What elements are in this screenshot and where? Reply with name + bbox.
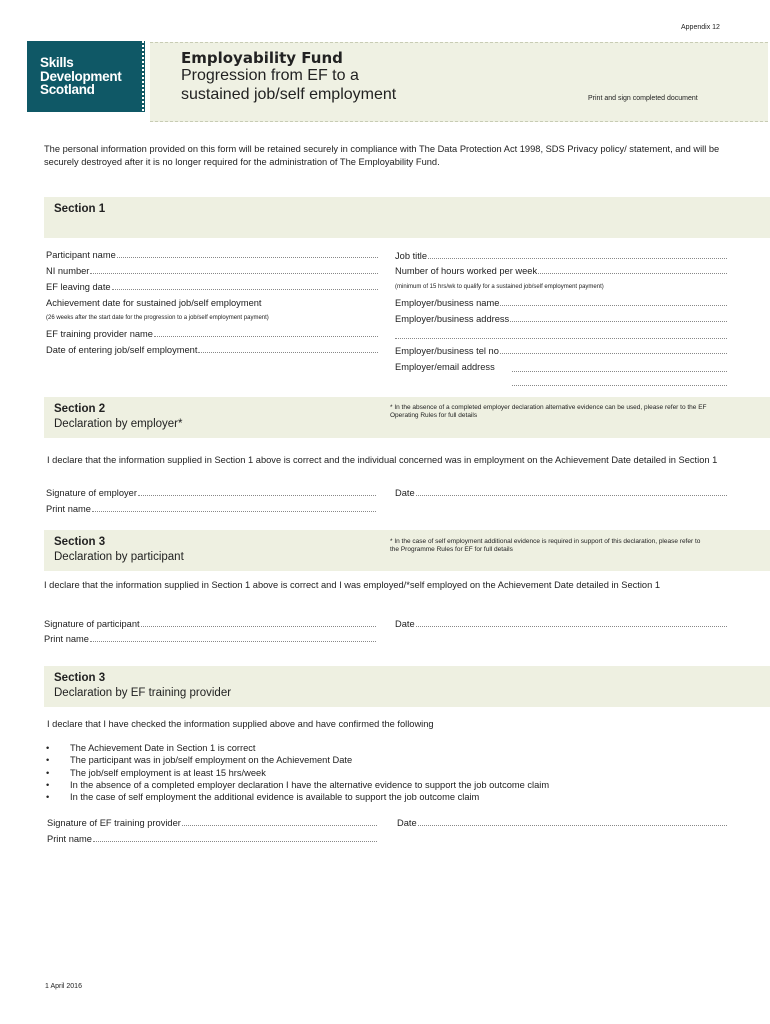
- participant-signature-line[interactable]: [141, 626, 376, 627]
- provider-date-line[interactable]: [418, 825, 727, 826]
- participant-date-line[interactable]: [416, 626, 727, 627]
- subtitle-line-1: Progression from EF to a: [181, 67, 359, 84]
- section2-title: Section 2: [54, 403, 106, 415]
- logo-edge-right: [142, 41, 144, 112]
- job-title-field[interactable]: [395, 251, 727, 261]
- ni-number-label: NI number: [46, 266, 90, 276]
- date-entering-field[interactable]: [46, 345, 378, 355]
- sds-logo: [27, 41, 145, 112]
- employer-name-field[interactable]: [395, 298, 727, 308]
- section3-note: * In the case of self employment additional evidence is required in support of this declaration, please refer to the Programme Rules for EF for full details: [390, 538, 701, 554]
- employer-email-line[interactable]: [512, 371, 727, 372]
- ef-leaving-date-label: EF leaving date: [46, 282, 111, 292]
- section2-subtitle: Declaration by employer*: [54, 418, 183, 430]
- employer-address-line-2[interactable]: [395, 338, 727, 339]
- employer-name-label: Employer/business name: [395, 298, 500, 308]
- section3-subtitle: Declaration by participant: [54, 551, 184, 563]
- employer-date-label: Date: [395, 488, 415, 498]
- provider-date-field[interactable]: [397, 818, 727, 828]
- employer-tel-field[interactable]: [395, 346, 727, 356]
- employer-tel-label: Employer/business tel no: [395, 346, 499, 356]
- ef-training-provider-label: EF training provider name: [46, 329, 153, 339]
- ef-leaving-date-line[interactable]: [112, 289, 378, 290]
- form-title: Employability Fund: [181, 49, 343, 67]
- logo-line-1: Skills: [40, 55, 74, 70]
- checklist-item: • The Achievement Date in Section 1 is correct: [46, 742, 746, 754]
- ef-leaving-date-field[interactable]: [46, 282, 378, 292]
- date-entering-label: Date of entering job/self employment: [46, 345, 198, 355]
- participant-name-line[interactable]: [117, 257, 378, 258]
- ni-number-line[interactable]: [90, 273, 378, 274]
- achievement-date-label: Achievement date for sustained job/self employment: [46, 298, 262, 308]
- checklist-item: • In the absence of a completed employer declaration I have the alternative evidence to support the job outcome claim: [46, 779, 746, 791]
- provider-date-label: Date: [397, 818, 417, 828]
- participant-print-name-label: Print name: [44, 634, 89, 644]
- hours-worked-note: (minimum of 15 hrs/wk to qualify for a sustained job/self employment payment): [395, 284, 604, 290]
- provider-checklist: [46, 742, 746, 803]
- footer-date: 1 April 2016: [45, 983, 82, 990]
- section2-note: * In the absence of a completed employer declaration alternative evidence can be used, please refer to the EF Operating Rules for full details: [390, 404, 707, 420]
- ni-number-field[interactable]: [46, 266, 378, 276]
- employer-address-line[interactable]: [510, 321, 727, 322]
- achievement-date-note: (26 weeks after the start date for the progression to a job/self employment payment): [46, 315, 269, 321]
- form-subtitle: [181, 66, 396, 104]
- provider-signature-field[interactable]: [47, 818, 377, 828]
- employer-date-field[interactable]: [395, 488, 727, 498]
- employer-date-line[interactable]: [416, 495, 727, 496]
- print-note: Print and sign completed document: [588, 95, 698, 102]
- section4-subtitle: Declaration by EF training provider: [54, 687, 232, 699]
- subtitle-line-2: sustained job/self employment: [181, 86, 397, 103]
- employer-address-label: Employer/business address: [395, 314, 510, 324]
- employer-declaration: I declare that the information supplied in Section 1 above is correct and the individual concerned was in employment on the Achievement Date detailed in Section 1: [47, 455, 718, 465]
- participant-signature-field[interactable]: [44, 619, 376, 629]
- provider-signature-line[interactable]: [182, 825, 377, 826]
- date-entering-line[interactable]: [198, 352, 378, 353]
- provider-print-name-line[interactable]: [93, 841, 377, 842]
- job-title-line[interactable]: [428, 258, 727, 259]
- participant-print-name-field[interactable]: [44, 634, 376, 644]
- checklist-item: • The job/self employment is at least 15 hrs/week: [46, 767, 746, 779]
- logo-line-3: Scotland: [40, 82, 95, 97]
- employer-address-field[interactable]: [395, 314, 727, 324]
- section1-title: Section 1: [54, 203, 106, 215]
- checklist-item: • The participant was in job/self employment on the Achievement Date: [46, 754, 746, 766]
- employer-email-label: Employer/email address: [395, 362, 495, 372]
- appendix-label: Appendix 12: [681, 24, 720, 31]
- participant-print-name-line[interactable]: [90, 641, 376, 642]
- privacy-statement: The personal information provided on this form will be retained securely in compliance with The Data Protection Act 1998, SDS Privacy policy/ statement, and will be securely destroyed after it is no longer required for the administration of The Employability Fund.: [44, 144, 720, 167]
- employer-print-name-line[interactable]: [92, 511, 376, 512]
- employer-name-line[interactable]: [500, 305, 727, 306]
- ef-training-provider-line[interactable]: [154, 336, 378, 337]
- participant-declaration: I declare that the information supplied in Section 1 above is correct and I was employed/*self employed on the Achievement Date detailed in Section 1: [44, 580, 661, 590]
- provider-signature-label: Signature of EF training provider: [47, 818, 181, 828]
- hours-worked-line[interactable]: [538, 273, 727, 274]
- hours-worked-field[interactable]: [395, 266, 727, 276]
- checklist-item: • In the case of self employment the additional evidence is available to support the job outcome claim: [46, 791, 746, 803]
- hours-worked-label: Number of hours worked per week: [395, 266, 538, 276]
- employer-print-name-field[interactable]: [46, 504, 376, 514]
- section4-title: Section 3: [54, 672, 106, 684]
- job-title-label: Job title: [395, 251, 428, 261]
- employer-print-name-label: Print name: [46, 504, 91, 514]
- logo-line-2: Development: [40, 68, 122, 84]
- employer-signature-label: Signature of employer: [46, 488, 137, 498]
- employer-signature-field[interactable]: [46, 488, 376, 498]
- section1-band: [44, 197, 770, 238]
- section3-title: Section 3: [54, 536, 106, 548]
- provider-print-name-label: Print name: [47, 834, 92, 844]
- provider-declaration: I declare that I have checked the information supplied above and have confirmed the following: [47, 719, 434, 729]
- employer-signature-line[interactable]: [138, 495, 376, 496]
- ef-training-provider-field[interactable]: [46, 329, 378, 339]
- participant-date-field[interactable]: [395, 619, 727, 629]
- participant-signature-label: Signature of participant: [44, 619, 140, 629]
- participant-date-label: Date: [395, 619, 415, 629]
- employer-tel-line[interactable]: [500, 353, 727, 354]
- provider-print-name-field[interactable]: [47, 834, 377, 844]
- participant-name-label: Participant name: [46, 250, 116, 260]
- employer-email-line-2[interactable]: [512, 385, 727, 386]
- participant-name-field[interactable]: [46, 250, 378, 260]
